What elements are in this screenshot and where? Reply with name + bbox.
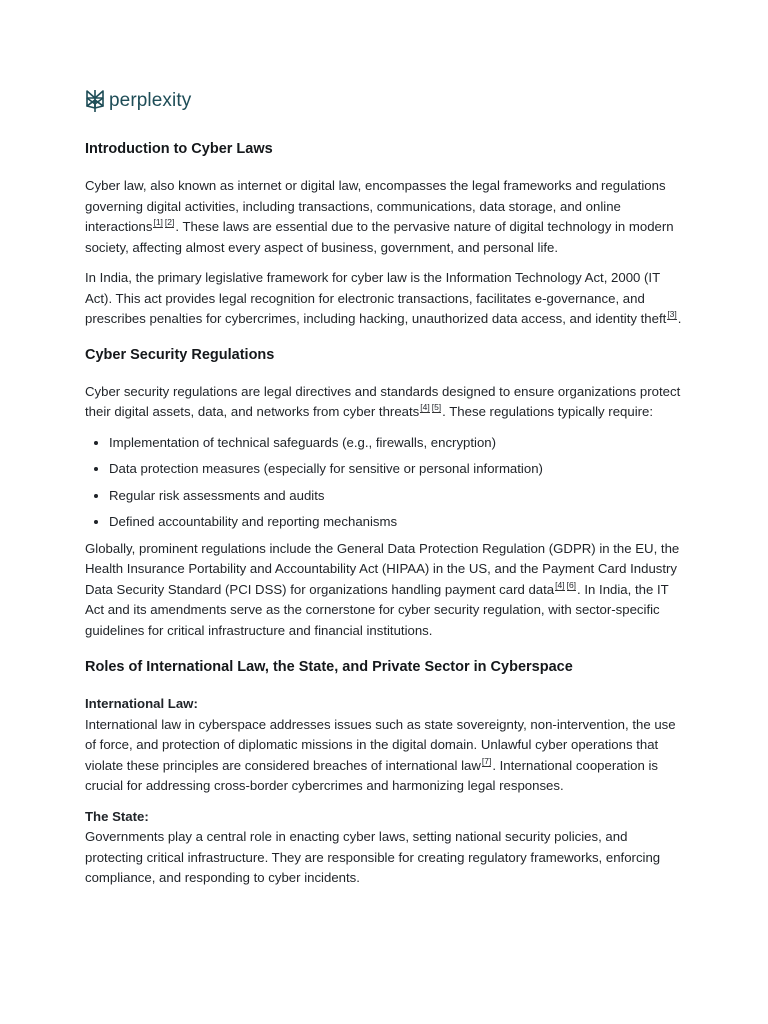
section-title-roles: Roles of International Law, the State, and Private Sector in Cyberspace: [85, 659, 573, 675]
citation-link[interactable]: [3]: [667, 309, 677, 319]
list-item: • Implementation of technical safeguards (e.g., firewalls, encryption): [109, 433, 685, 454]
state-heading: The State:: [85, 808, 149, 824]
regulations-paragraph-2: Globally, prominent regulations include the General Data Protection Regulation (GDPR) in the EU, the Health Insurance Portability and Accountability Act (HIPAA) in the US, and the Payment Card Industry Data Security Standard (PCI DSS) for organizations handling payment card data[4] [6]. In India, the IT Act and its amendments serve as the cornerstone for cyber security regulation, with sector-specific guidelines for critical infrastructure and financial institutions.: [85, 540, 680, 638]
section-title-regulations: Cyber Security Regulations: [85, 346, 275, 363]
international-law-heading: International Law:: [85, 696, 198, 711]
citation-link[interactable]: [7]: [481, 755, 492, 766]
intro-paragraph-2: In India, the primary legislative framework for cyber law is the Information Technology Act, 2000 (IT Act). This act provides legal recognition for electronic transactions, facilitates e-governance, and prescribes penalties for cybercrimes, including hacking, unauthorized data access, and identity theft[3].: [85, 270, 682, 326]
list-item: • Data protection measures (especially for sensitive or personal information): [109, 459, 685, 480]
list-item: • Defined accountability and reporting mechanisms: [109, 512, 685, 533]
international-law-paragraph: International Law: International law in cyberspace addresses issues such as state sovereignty, non-intervention, the use of force, and protection of diplomatic missions in the digital domain. Unlawful cyber operations that violate these principles are considered breaches of international law[7]. International cooperation is crucial for addressing cross-border cybercrimes and harmonizing legal responses.: [85, 694, 685, 797]
requirements-list: [85, 433, 685, 533]
document-content: [85, 140, 685, 899]
citation-link[interactable]: [1]: [153, 217, 163, 227]
brand-name: perplexity: [109, 90, 192, 111]
citation-link[interactable]: [4]: [420, 402, 430, 412]
section-title-intro: Introduction to Cyber Laws: [85, 141, 273, 157]
citation-link[interactable]: [4]: [555, 579, 565, 590]
citation-link[interactable]: [6]: [566, 579, 577, 590]
perplexity-logo-icon: [84, 89, 106, 113]
list-item: • Regular risk assessments and audits: [109, 486, 685, 507]
regulations-paragraph-1: Cyber security regulations are legal directives and standards designed to ensure organizations protect their digital assets, data, and networks from cyber threats[4] [5]. These regulations typically require:: [85, 383, 681, 419]
state-paragraph: The State: Governments play a central role in enacting cyber laws, setting national security policies, and protecting critical infrastructure. They are responsible for creating regulatory frameworks, enforcing compliance, and responding to cyber incidents.: [85, 807, 685, 889]
intro-paragraph-1: Cyber law, also known as internet or digital law, encompasses the legal frameworks and regulations governing digital activities, including transactions, communications, data storage, and online interactions[1] [2]. These laws are essential due to the pervasive nature of digital technology in modern society, affecting almost every aspect of business, government, and personal life.: [85, 178, 674, 255]
perplexity-logo: [84, 89, 191, 113]
citation-link[interactable]: [5]: [431, 402, 442, 412]
citation-link[interactable]: [2]: [164, 217, 175, 227]
